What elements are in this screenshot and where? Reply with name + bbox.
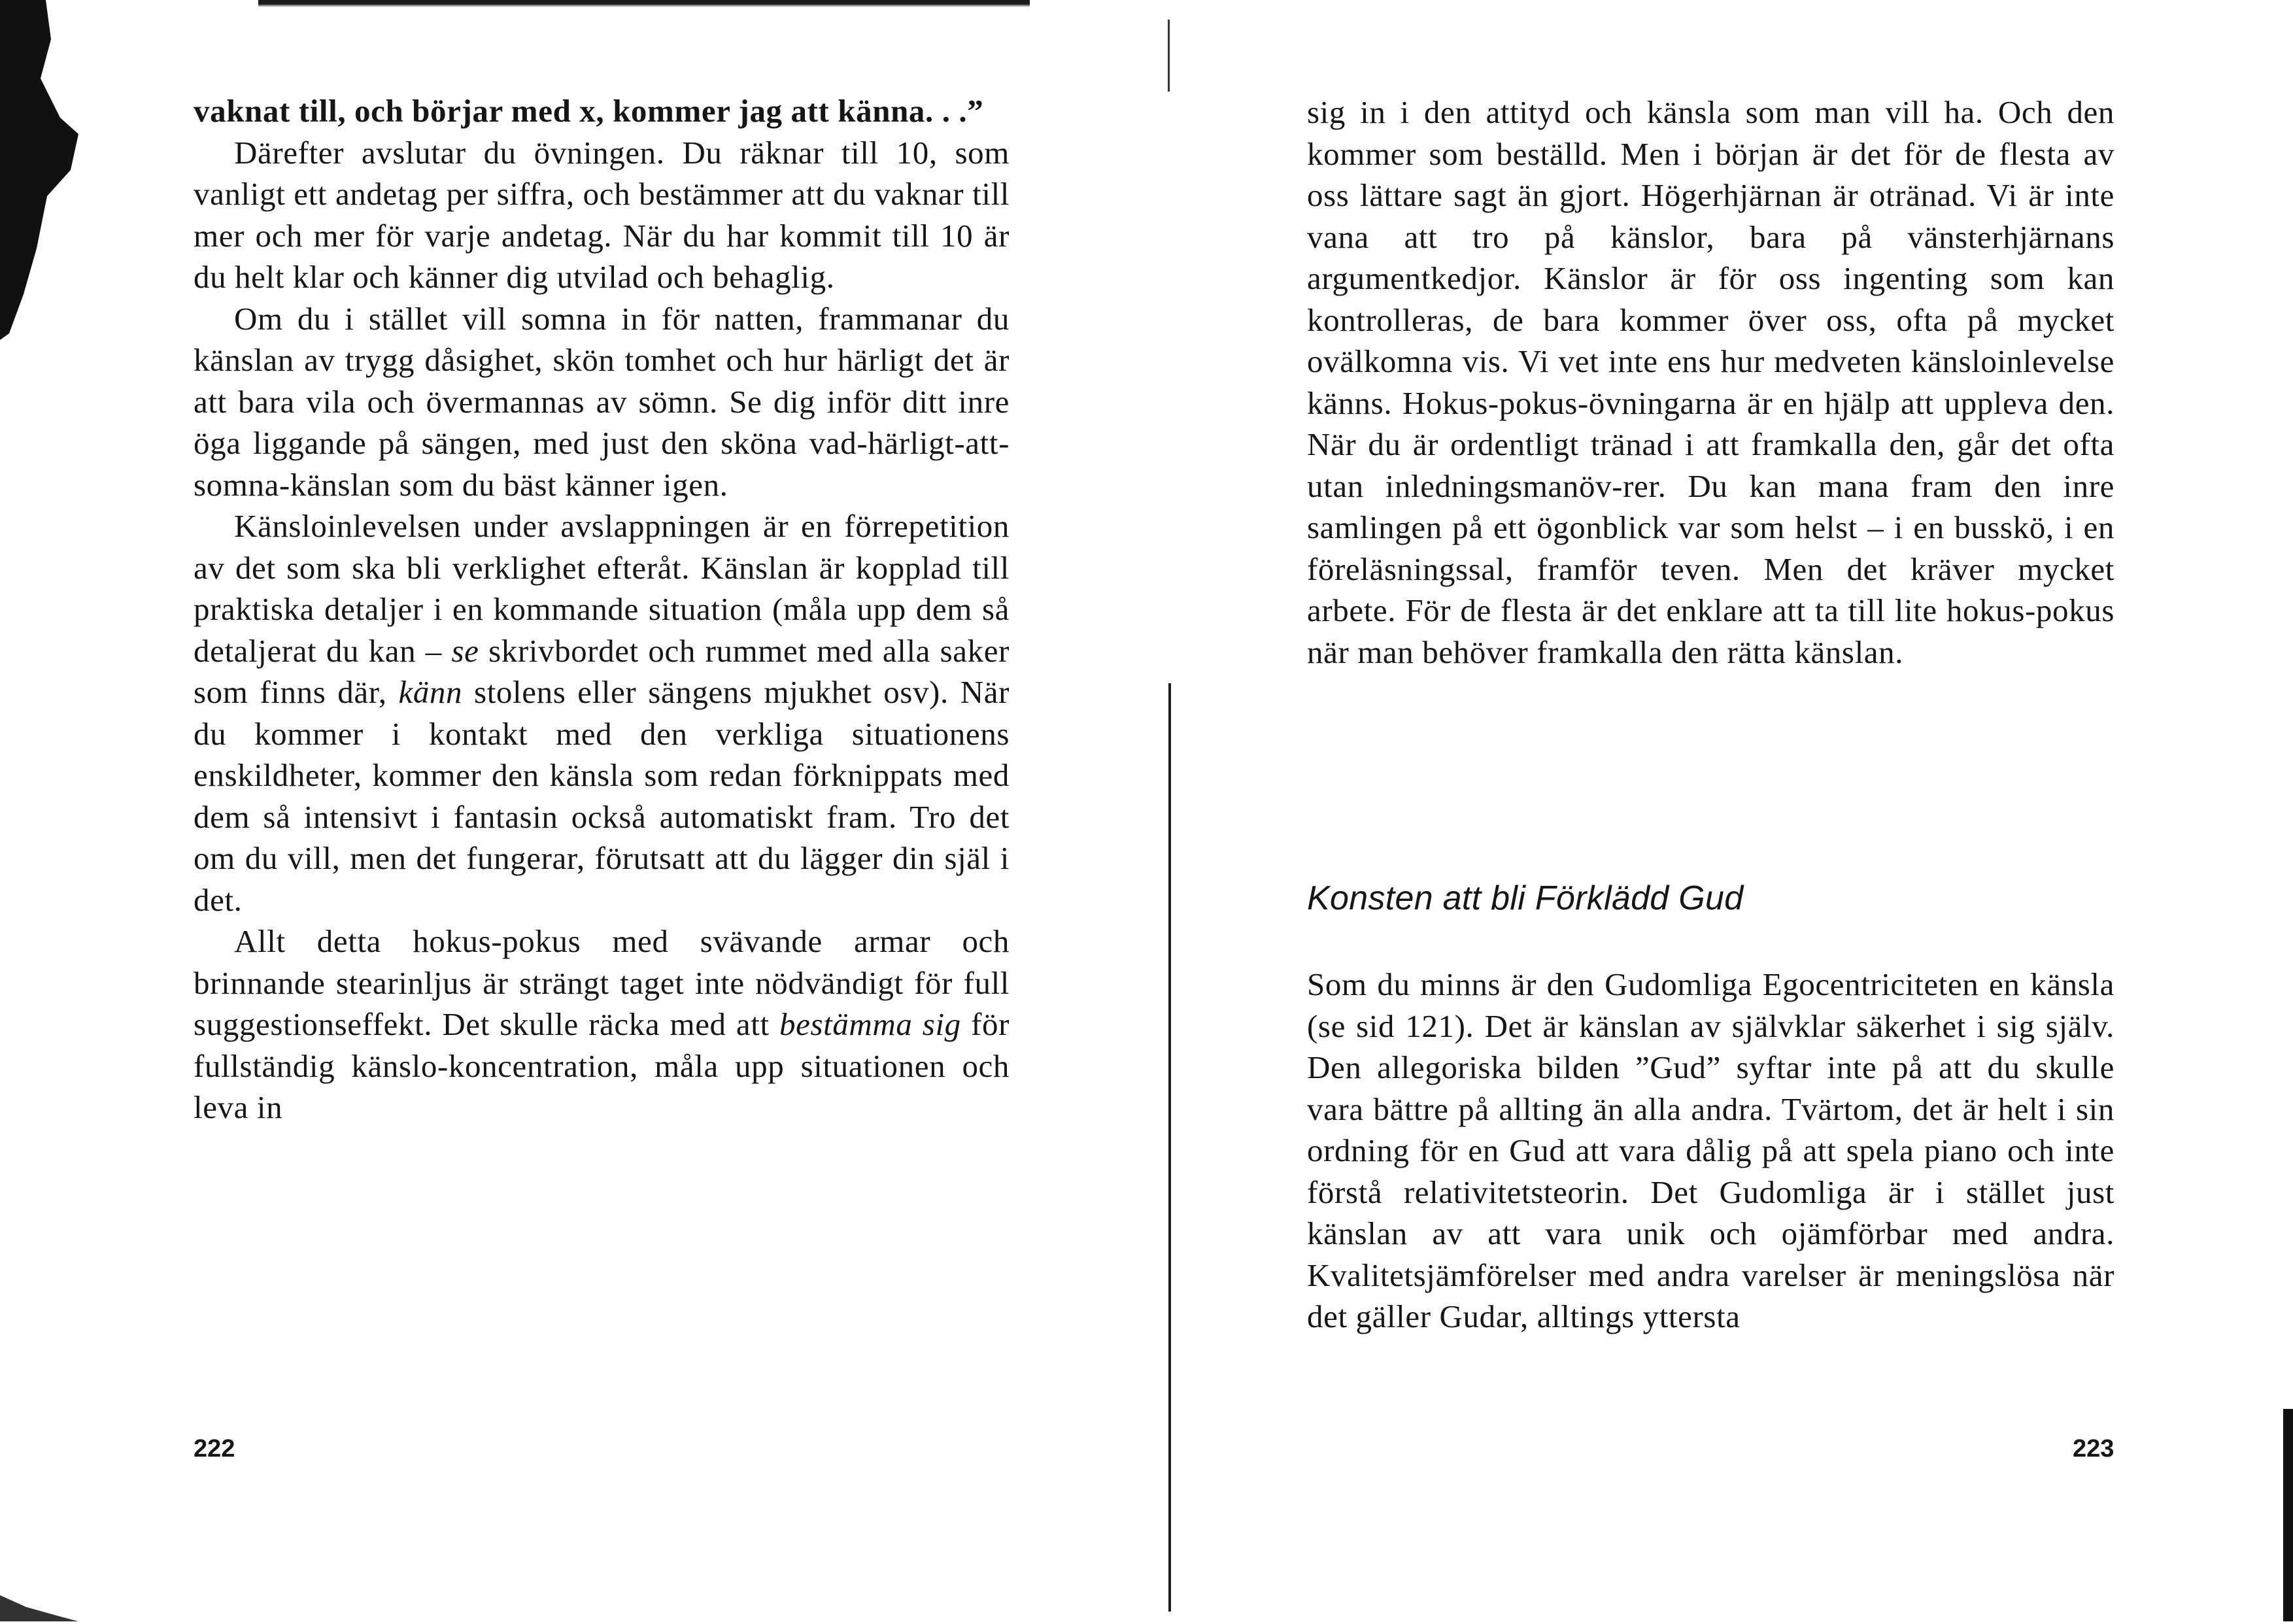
right-page <box>1170 0 2293 1621</box>
paragraph: vaknat till, och börjar med x, kommer jag att känna. . .” <box>194 93 984 129</box>
text-run: stolens eller sängens mjukhet osv). När du kommer i kontakt med den verkliga situationens enskildheter, kommer den känsla som redan förknippats med dem så intensivt i fantasin också automatiskt fram. Tro det om du vill, men det fungerar, förutsatt att du lägger din själ i det. <box>194 674 1010 918</box>
paragraph <box>194 921 1010 1128</box>
left-page-body <box>194 90 1010 1128</box>
paragraph: sig in i den attityd och känsla som man vill ha. Och den kommer som beställd. Men i början är det för de flesta av oss lättare sagt än gjort. Högerhjärnan är otränad. Vi är inte vana att tro på känslor, bara på vänsterhjärnans argumentkedjor. Känslor är för oss ingenting som kan kontrolleras, de bara kommer över oss, ofta på mycket ovälkomna vis. Vi vet inte ens hur medveten känsloinlevelse känns. Hokus-pokus-övningarna är en hjälp att uppleva den. När du är ordentligt tränad i att framkalla den, går det ofta utan inledningsmanöv-rer. Du kan mana fram den inre samlingen på ett ögonblick var som helst – i en busskö, i en föreläsningssal, framför teven. Men det kräver mycket arbete. För de flesta är det enklare att ta till lite hokus-pokus när man behöver framkalla den rätta känslan. <box>1307 94 2115 670</box>
text-run: skrivbordet och rummet med alla saker som finns där, <box>194 632 1010 710</box>
section-heading: Konsten att bli Förklädd Gud <box>1307 879 1744 917</box>
emphasis: känn <box>398 674 463 710</box>
right-page-body <box>1307 92 2115 673</box>
paragraph: Om du i stället vill somna in för natten, frammanar du känslan av trygg dåsighet, skön tomhet och hur härligt det är att bara vila och övermannas av sömn. Se dig inför ditt inre öga liggande på sängen, med just den sköna vad-härligt-att-somna-känslan som du bäst känner igen. <box>194 300 1010 503</box>
text-run: Känsloinlevelsen under avslappningen är en förrepetition av det som ska bli verklighet efteråt. Känslan är kopplad till praktiska detaljer i en kommande situation (måla upp dem så detaljerat du kan – <box>194 508 1010 669</box>
paragraph: Därefter avslutar du övningen. Du räknar till 10, som vanligt ett andetag per siffra, och bestämmer att du vaknar till mer och mer för varje andetag. När du har kommit till 10 är du helt klar och känner dig utvilad och behaglig. <box>194 134 1010 295</box>
section-body <box>1307 964 2115 1338</box>
text-run: för fullständig känslo-koncentration, måla upp situationen och leva in <box>194 1006 1010 1125</box>
emphasis: bestämma sig <box>779 1006 961 1042</box>
page-number: 222 <box>194 1435 235 1463</box>
text-run: Allt detta hokus-pokus med svävande armar och brinnande stearinljus är strängt taget inte nödvändigt för full suggestionseffekt. Det skulle räcka med att <box>194 923 1010 1042</box>
emphasis: se <box>451 632 479 669</box>
paragraph: Som du minns är den Gudomliga Egocentriciteten en känsla (se sid 121). Det är känslan av självklar säkerhet i sig själv. Den allegoriska bilden ”Gud” syftar inte på att du skulle vara bättre på allting än alla andra. Tvärtom, det är helt i sin ordning för en Gud att vara dålig på att spela piano och inte förstå relativitetsteorin. Det Gudomliga är i stället just känslan av att vara unik och ojämförbar med andra. Kvalitetsjämförelser med andra varelser är meningslösa när det gäller Gudar, alltings yttersta <box>1307 966 2115 1334</box>
page-number: 223 <box>2073 1435 2115 1463</box>
paragraph <box>194 505 1010 921</box>
